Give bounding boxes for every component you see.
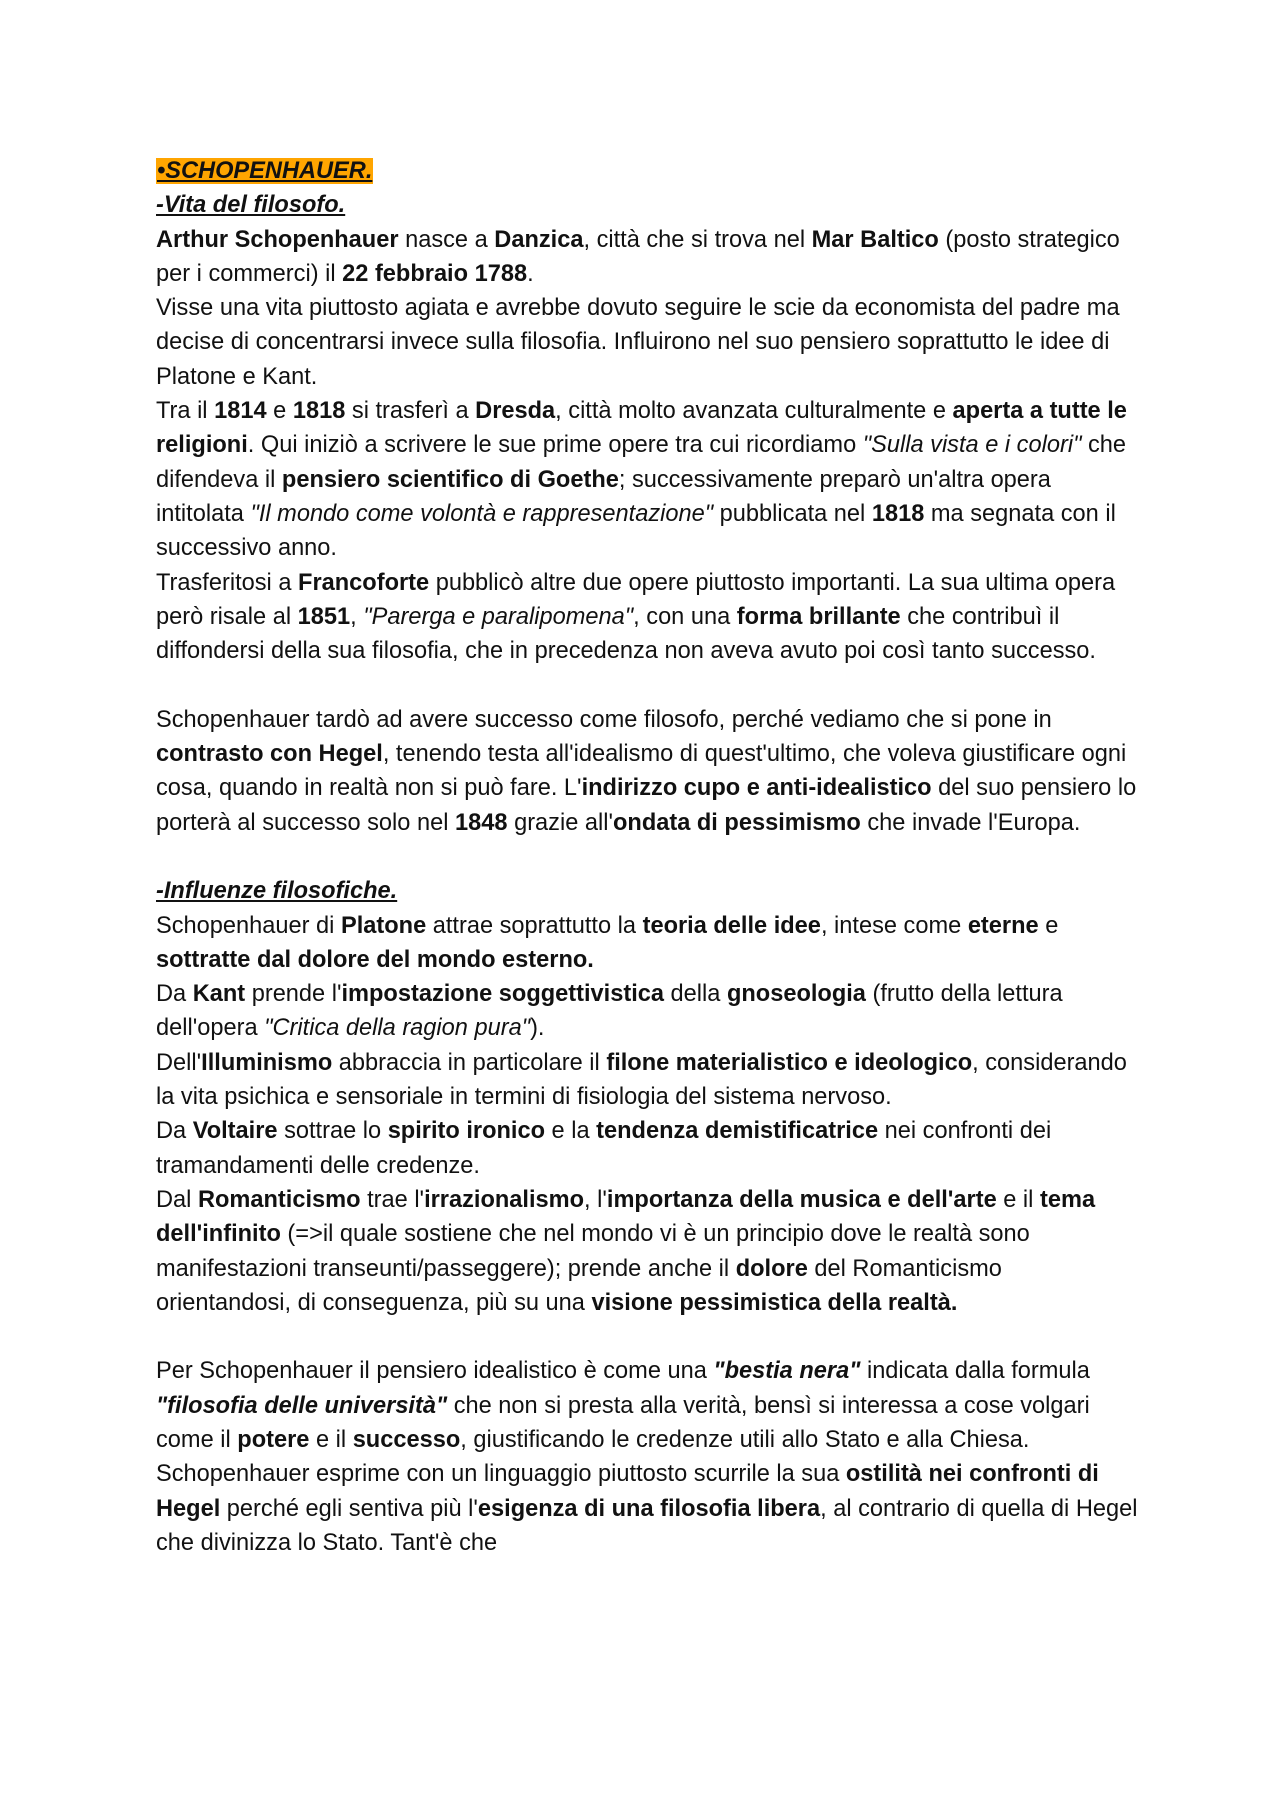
text-run: pubblicata nel xyxy=(713,500,872,527)
text-run: contrasto con Hegel xyxy=(156,741,383,768)
text-run: irrazionalismo xyxy=(424,1186,585,1213)
text-run: attrae soprattutto la xyxy=(426,912,643,939)
text-run: , città che si trova nel xyxy=(583,226,812,253)
paragraph xyxy=(156,223,1140,292)
text-run: sottratte dal dolore del mondo esterno. xyxy=(156,946,594,973)
text-run: "bestia nera" xyxy=(713,1358,861,1385)
text-run: impostazione soggettivistica xyxy=(341,981,664,1008)
text-run: del Romanticismo orientandosi, di conseguenza, più su una xyxy=(156,1255,1002,1316)
text-run: importanza della musica e dell'arte xyxy=(606,1186,997,1213)
text-run: potere xyxy=(237,1426,310,1453)
paragraph xyxy=(156,1354,1140,1560)
text-run: 22 febbraio 1788 xyxy=(342,260,528,287)
text-run: nasce a xyxy=(398,226,495,253)
text-run: indirizzo cupo e anti-idealistico xyxy=(581,775,932,802)
text-run: Illuminismo xyxy=(201,1049,333,1076)
text-run: Kant xyxy=(192,981,246,1008)
text-run: "Parerga e paralipomena" xyxy=(363,603,634,630)
text-run: tema dell'infinito xyxy=(156,1186,1096,1248)
text-run: , giustificando le credenze utili allo Stato e alla Chiesa. Schopenhauer esprime con un linguaggio piuttosto scurrile la sua xyxy=(156,1426,1030,1488)
text-run: e il xyxy=(309,1426,353,1453)
text-run: ). xyxy=(530,1015,545,1042)
text-run: che difendeva il xyxy=(156,432,1127,493)
text-run: indicata dalla formula xyxy=(860,1358,1090,1385)
text-run: ma segnata con il successivo anno. xyxy=(156,500,1116,562)
text-run: visione pessimistica della realtà. xyxy=(591,1289,958,1316)
text-run: , al contrario di quella di Hegel che divinizza lo Stato. Tant'è che xyxy=(156,1495,1138,1556)
section-heading-influenze: -Influenze filosofiche. xyxy=(156,878,398,905)
paragraph xyxy=(156,977,1140,1046)
text-run: Platone xyxy=(340,912,427,939)
text-run: e xyxy=(266,398,293,425)
text-run: Schopenhauer di xyxy=(156,912,341,939)
text-run: tendenza demistificatrice xyxy=(596,1118,879,1145)
text-run: dolore xyxy=(735,1255,808,1282)
paragraph xyxy=(156,909,1140,978)
paragraph-spacer xyxy=(156,668,1140,702)
text-run: 1814 xyxy=(214,398,267,425)
paragraph xyxy=(156,703,1140,840)
text-run: del suo pensiero lo porterà al successo solo nel xyxy=(156,775,1137,836)
paragraph xyxy=(156,1183,1140,1320)
text-run: perché egli sentiva più l' xyxy=(220,1495,478,1522)
paragraph xyxy=(156,1046,1140,1115)
text-run: "Critica della ragion pura" xyxy=(264,1015,531,1042)
paragraph-spacer xyxy=(156,1320,1140,1354)
text-run: ; successivamente preparò un'altra opera intitolata xyxy=(156,466,1051,527)
text-run: Da xyxy=(156,1118,193,1145)
text-run: esigenza di una filosofia libera xyxy=(477,1495,821,1522)
text-run: della xyxy=(664,981,727,1008)
text-run: Voltaire xyxy=(192,1118,278,1145)
text-run: prende l' xyxy=(245,981,342,1008)
text-run: successo xyxy=(352,1426,461,1453)
text-run: e il xyxy=(996,1186,1040,1213)
text-run: , considerando la vita psichica e sensoriale in termini di fisiologia del sistema nervoso. xyxy=(156,1049,1127,1111)
text-run: abbraccia in particolare il xyxy=(332,1049,607,1076)
text-run: Dal xyxy=(156,1186,198,1213)
text-run: pubblicò altre due opere piuttosto importanti. La sua ultima opera però risale al xyxy=(156,569,1116,630)
text-run: gnoseologia xyxy=(726,981,866,1008)
text-run: Arthur Schopenhauer xyxy=(156,226,399,253)
text-run: 1851 xyxy=(297,603,351,630)
text-run: spirito ironico xyxy=(387,1118,545,1145)
text-run: Mar Baltico xyxy=(811,226,939,253)
text-run: , intese come xyxy=(820,912,968,939)
text-run: che invade l'Europa. xyxy=(860,809,1081,836)
text-run: e xyxy=(1038,912,1059,939)
paragraph xyxy=(156,291,1140,394)
text-run: "Il mondo come volontà e rappresentazione" xyxy=(250,500,714,527)
document-body xyxy=(156,154,1140,1560)
text-run: filone materialistico e ideologico xyxy=(606,1049,973,1076)
text-run: , città molto avanzata culturalmente e xyxy=(555,398,953,425)
text-run: forma brillante xyxy=(736,603,901,630)
text-run: (=>il quale sostiene che nel mondo vi è un principio dove le realtà sono manifestazioni transeunti/passeggere); prende anche il xyxy=(156,1221,1030,1282)
text-run: che contribuì il diffondersi della sua filosofia, che in precedenza non aveva avuto poi così tanto successo. xyxy=(156,603,1096,665)
paragraph xyxy=(156,566,1140,669)
text-run: , tenendo testa all'idealismo di quest'ultimo, che voleva giustificare ogni cosa, quando in realtà non si può fare. L' xyxy=(156,741,1127,802)
section-heading-vita: -Vita del filosofo. xyxy=(156,192,346,219)
paragraph xyxy=(156,394,1140,565)
text-run: Schopenhauer tardò ad avere successo come filosofo, perché vediamo che si pone in xyxy=(156,706,1052,733)
text-run: "filosofia delle università" xyxy=(156,1392,448,1419)
text-run: 1848 xyxy=(455,809,508,836)
text-run: Da xyxy=(156,981,193,1008)
text-run: aperta a tutte le religioni xyxy=(156,398,1127,459)
text-run: "Sulla vista e i colori" xyxy=(862,432,1082,459)
text-run: si trasferì a xyxy=(345,398,476,425)
text-run: Danzica xyxy=(494,226,584,253)
text-run: e la xyxy=(545,1118,597,1145)
text-run: 1818 xyxy=(292,398,346,425)
text-run: Francoforte xyxy=(298,569,430,596)
text-run: che non si presta alla verità, bensì si interessa a cose volgari come il xyxy=(156,1392,1090,1453)
text-run: nei confronti dei tramandamenti delle credenze. xyxy=(156,1118,1052,1179)
text-run: 1818 xyxy=(871,500,925,527)
text-run: (frutto della lettura dell'opera xyxy=(156,981,1063,1042)
text-run: ostilità nei confronti di Hegel xyxy=(156,1461,1099,1522)
text-run: eterne xyxy=(967,912,1039,939)
text-run: Romanticismo xyxy=(197,1186,361,1213)
text-run: Dresda xyxy=(475,398,556,425)
text-run: grazie all' xyxy=(507,809,613,836)
text-run: sottrae lo xyxy=(277,1118,388,1145)
text-run: teoria delle idee xyxy=(642,912,821,939)
text-run: pensiero scientifico di Goethe xyxy=(281,466,619,493)
text-run: trae l' xyxy=(360,1186,425,1213)
text-run: (posto strategico per i commerci) il xyxy=(156,226,1120,287)
text-run: , con una xyxy=(633,603,737,630)
text-run: Dell' xyxy=(156,1049,202,1076)
text-run: Per Schopenhauer il pensiero idealistico è come una xyxy=(156,1358,714,1385)
paragraph-spacer xyxy=(156,840,1140,874)
text-run: , xyxy=(350,603,364,630)
document-title: •SCHOPENHAUER. xyxy=(157,158,373,184)
text-run: Trasferitosi a xyxy=(156,569,299,596)
text-run: . Qui iniziò a scrivere le sue prime opere tra cui ricordiamo xyxy=(247,432,863,459)
paragraph xyxy=(156,1114,1140,1183)
text-run: , l' xyxy=(584,1186,607,1213)
text-run: Visse una vita piuttosto agiata e avrebbe dovuto seguire le scie da economista del padre ma decise di concentrarsi invece sulla filosofia. Influirono nel suo pensiero soprattutto le idee di Platone e Kant. xyxy=(156,295,1120,390)
document-title-line xyxy=(156,154,1140,188)
text-run: Tra il xyxy=(156,398,215,425)
text-run: . xyxy=(527,260,534,287)
text-run: ondata di pessimismo xyxy=(613,809,861,836)
